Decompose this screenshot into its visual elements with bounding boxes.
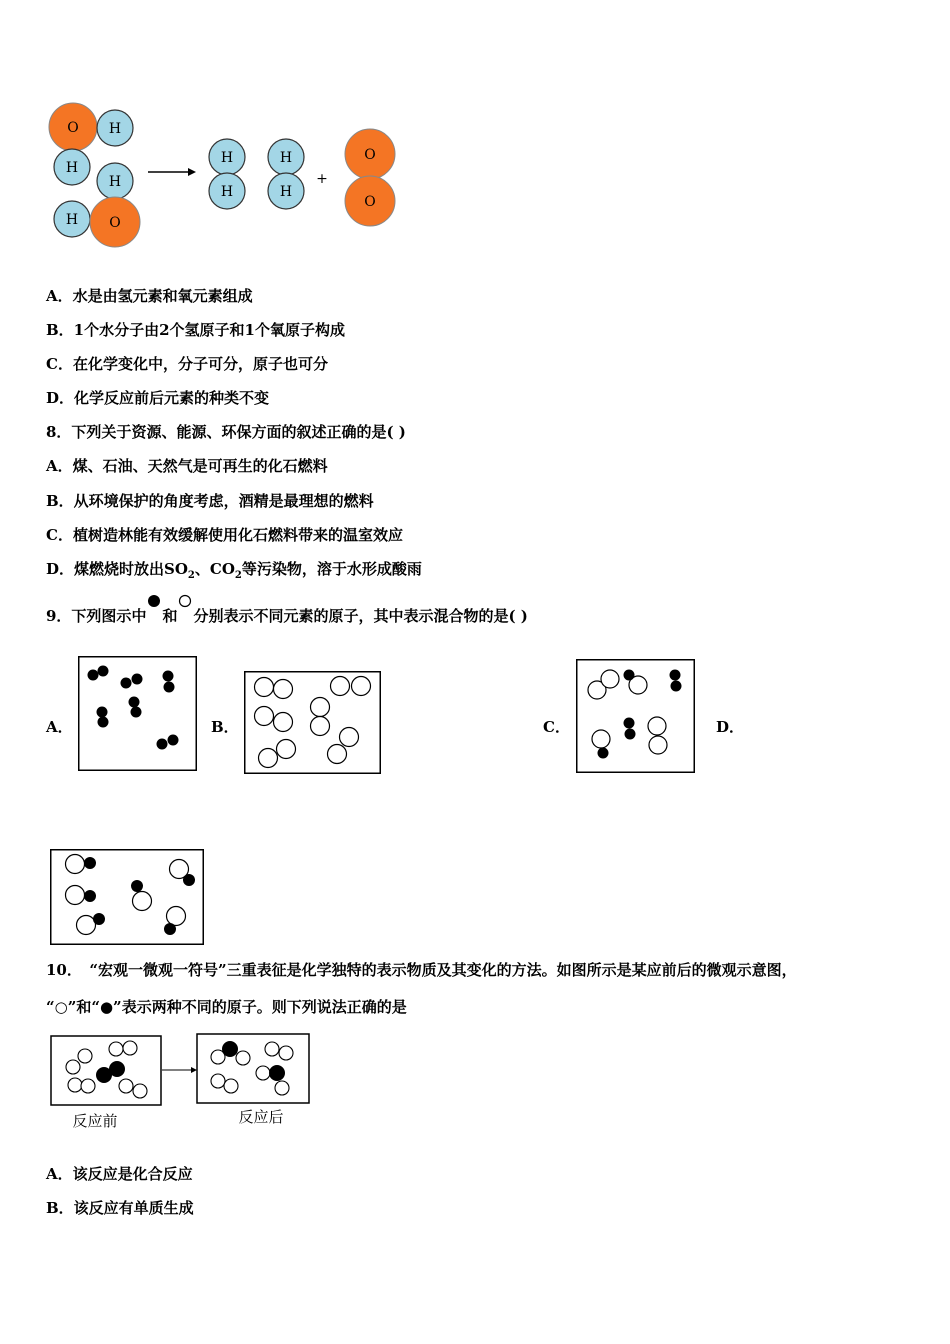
q8-option-c: C．植树造林能有效缓解使用化石燃料带来的温室效应 — [46, 526, 403, 544]
q9-label-c: C． — [543, 718, 570, 736]
svg-text:O: O — [364, 147, 376, 163]
oxygen-label: O — [67, 120, 79, 136]
q7-option-d: D．化学反应前后元素的种类不变 — [46, 389, 270, 407]
hydrogen-label: H — [65, 160, 79, 176]
hydrogen-label: H — [108, 121, 122, 137]
filled-atom-icon — [146, 594, 162, 614]
hydrogen-label: H — [108, 174, 122, 190]
q10-stem-line-1: 10． “宏观一微观一符号”三重表征是化学独特的表示物质及其变化的方法。如图所示是某应前后的微观示意图， — [46, 961, 797, 979]
q8-option-b: B．从环境保护的角度考虑，酒精是最理想的燃料 — [46, 492, 374, 510]
diagram-arrow — [162, 1067, 197, 1073]
caption-after: 反应后 — [238, 1108, 284, 1126]
q9-box-c — [576, 659, 696, 774]
q10-reaction-diagram — [48, 1030, 318, 1134]
after-box — [197, 1034, 309, 1103]
svg-text:H: H — [220, 150, 234, 166]
q9-label-d: D． — [716, 718, 745, 736]
hydrogen-molecules — [209, 139, 304, 209]
q10-stem-line-2: “○”和“●”表示两种不同的原子。则下列说法正确的是 — [46, 998, 407, 1016]
q10-option-b: B．该反应有单质生成 — [46, 1199, 194, 1217]
svg-text:O: O — [364, 194, 376, 210]
reactant-molecules — [49, 103, 140, 247]
q8-stem: 8．下列关于资源、能源、环保方面的叙述正确的是( ) — [46, 423, 406, 441]
svg-text:H: H — [279, 150, 293, 166]
reaction-arrow — [148, 168, 196, 176]
q9-box-b — [244, 671, 381, 774]
q9-box-d — [50, 849, 204, 945]
q9-stem: 9．下列图示中 和 分别表示不同元素的原子，其中表示混合物的是( ) — [46, 606, 528, 626]
q8-option-a: A．煤、石油、天然气是可再生的化石燃料 — [46, 457, 328, 475]
q9-box-a — [78, 656, 198, 772]
oxygen-molecule — [345, 129, 395, 226]
hollow-atom-icon — [177, 594, 193, 614]
caption-before: 反应前 — [72, 1112, 118, 1130]
q7-option-a: A．水是由氢元素和氧元素组成 — [46, 287, 253, 305]
q9-label-a: A． — [46, 718, 73, 736]
svg-text:H: H — [279, 184, 293, 200]
water-decomposition-diagram — [40, 95, 410, 255]
before-box — [51, 1036, 161, 1105]
q10-option-a: A．该反应是化合反应 — [46, 1165, 193, 1183]
plus-sign: + — [316, 171, 328, 187]
svg-text:H: H — [220, 184, 234, 200]
q9-label-b: B． — [211, 718, 239, 736]
hydrogen-label: H — [65, 212, 79, 228]
q8-option-d: D．煤燃烧时放出$SO_2$、$CO_2$等污染物，溶于水形成酸雨 — [46, 560, 422, 581]
q7-option-b: B．1个水分子由2个氢原子和1个氧原子构成 — [46, 321, 345, 339]
oxygen-label: O — [109, 215, 121, 231]
q7-option-c: C．在化学变化中，分子可分，原子也可分 — [46, 355, 328, 373]
